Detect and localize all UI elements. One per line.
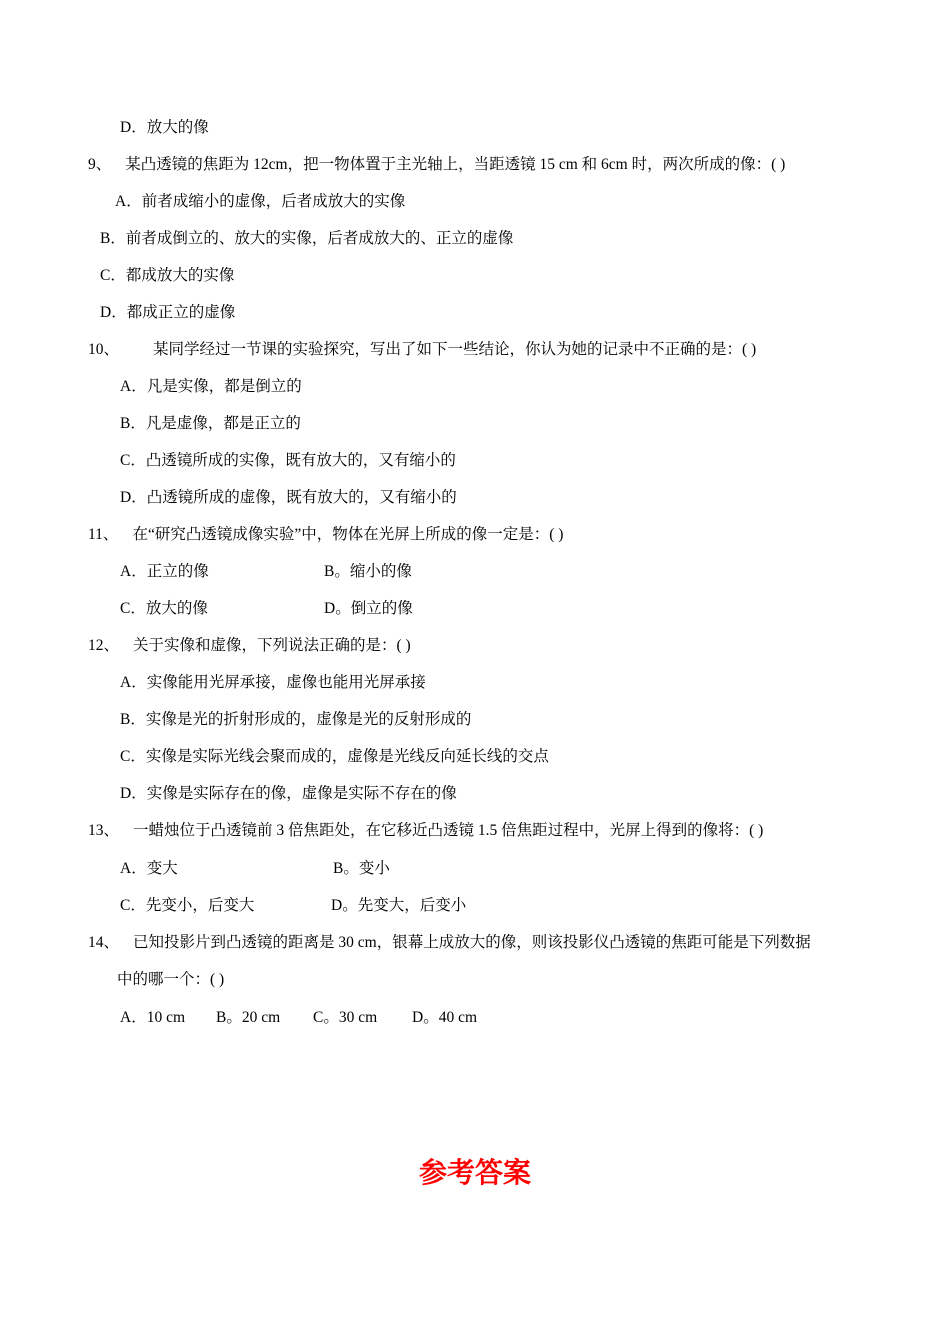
q9-stem-text: 某凸透镜的焦距为 12cm，把一物体置于主光轴上，当距透镜 15 cm 和 6cm 时，两次所成的像：( )	[125, 156, 786, 173]
q13-number: 13、	[88, 822, 120, 839]
q10-option-b: B．凡是虚像，都是正立的	[120, 415, 301, 432]
q13-option-a: A．变大	[120, 860, 178, 877]
q10-number: 10、	[88, 341, 120, 358]
q12-option-b: B．实像是光的折射形成的，虚像是光的反射形成的	[120, 711, 472, 728]
q9-option-a: A．前者成缩小的虚像，后者成放大的实像	[115, 193, 406, 210]
q14-stem-continued: 中的哪一个：( )	[117, 971, 225, 988]
q11-number: 11、	[88, 526, 119, 543]
q13-option-b: B。变小	[333, 860, 390, 877]
q14-number: 14、	[88, 934, 120, 951]
q11-option-c: C．放大的像	[120, 600, 208, 617]
q9-stem	[88, 155, 785, 175]
q11-stem	[88, 525, 563, 545]
q14-option-b: B。20 cm	[216, 1009, 281, 1026]
q12-option-d: D．实像是实际存在的像，虚像是实际不存在的像	[120, 785, 457, 802]
q9-option-c: C．都成放大的实像	[100, 267, 235, 284]
q12-stem-text: 关于实像和虚像，下列说法正确的是：( )	[133, 637, 411, 654]
q14-option-d: D。40 cm	[412, 1009, 478, 1026]
q13-stem	[88, 821, 763, 841]
q13-option-c: C．先变小，后变大	[120, 897, 255, 914]
q12-option-c: C．实像是实际光线会聚而成的，虚像是光线反向延长线的交点	[120, 748, 549, 765]
q10-stem-text: 某同学经过一节课的实验探究，写出了如下一些结论，你认为她的记录中不正确的是：( )	[153, 341, 757, 358]
q12-option-a: A．实像能用光屏承接，虚像也能用光屏承接	[120, 674, 426, 691]
q10-option-d: D．凸透镜所成的虚像，既有放大的，又有缩小的	[120, 489, 457, 506]
q12-number: 12、	[88, 637, 120, 654]
q14-stem	[88, 933, 811, 953]
q9-option-b: B．前者成倒立的、放大的实像，后者成放大的、正立的虚像	[100, 230, 514, 247]
q14-stem-text-1: 已知投影片到凸透镜的距离是 30 cm，银幕上成放大的像，则该投影仪凸透镜的焦距可能是下列数据	[133, 934, 811, 951]
q13-option-d: D。先变大，后变小	[331, 897, 467, 914]
q11-option-d: D。倒立的像	[324, 600, 413, 617]
q8-option-d: D．放大的像	[120, 119, 209, 136]
answer-key-title: 参考答案	[418, 1156, 531, 1189]
q14-option-c: C。30 cm	[313, 1009, 378, 1026]
q11-option-b: B。缩小的像	[324, 563, 412, 580]
q12-stem	[88, 636, 411, 656]
q11-option-a: A．正立的像	[120, 563, 209, 580]
q10-option-a: A．凡是实像，都是倒立的	[120, 378, 302, 395]
q10-option-c: C．凸透镜所成的实像，既有放大的，又有缩小的	[120, 452, 456, 469]
q9-number: 9、	[88, 156, 112, 173]
q11-stem-text: 在“研究凸透镜成像实验”中，物体在光屏上所成的像一定是：( )	[132, 526, 564, 543]
q13-stem-text: 一蜡烛位于凸透镜前 3 倍焦距处，在它移近凸透镜 1.5 倍焦距过程中，光屏上得到的像将：( )	[133, 822, 764, 839]
q14-option-a: A．10 cm	[120, 1009, 186, 1026]
q9-option-d: D．都成正立的虚像	[100, 304, 236, 321]
q10-stem	[88, 340, 756, 360]
